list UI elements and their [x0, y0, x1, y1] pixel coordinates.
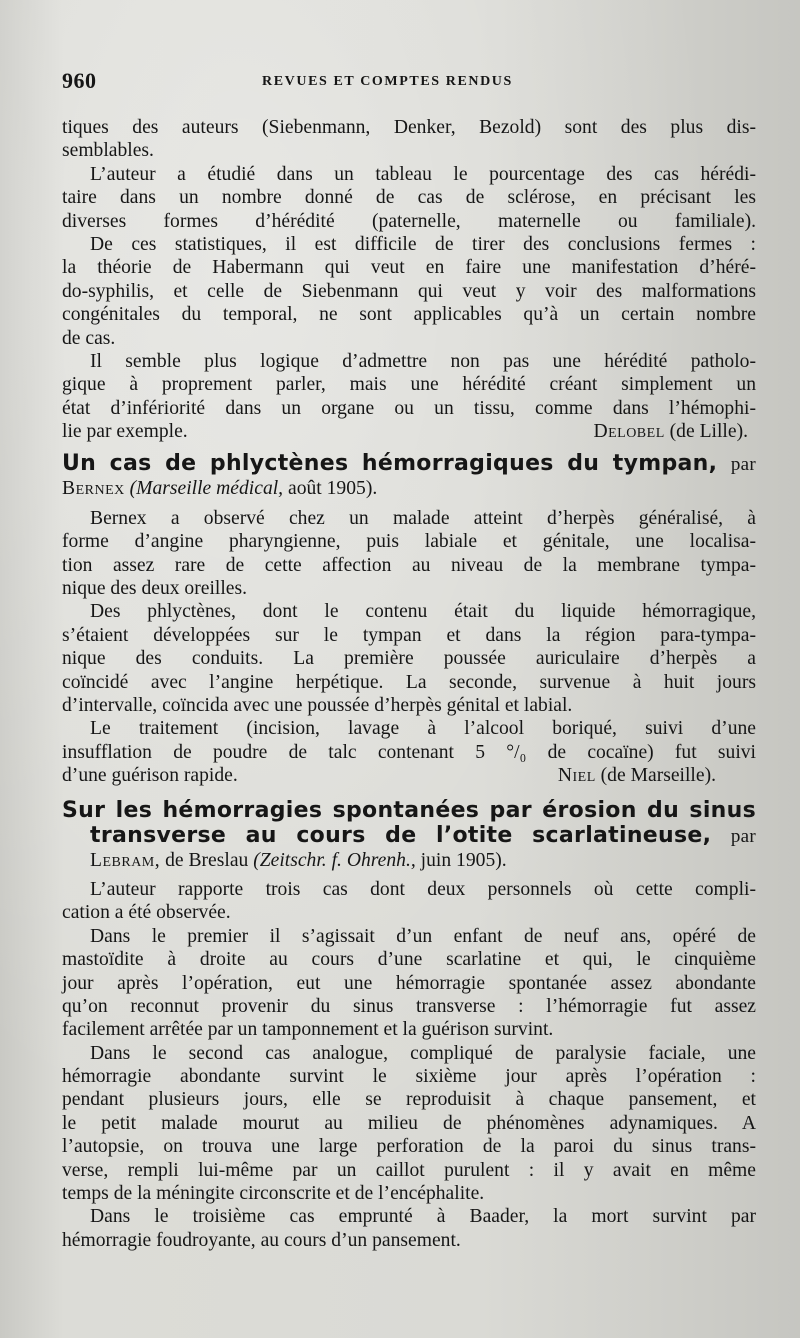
- text-line: Dans le premier il s’agissait d’un enfant de neuf ans, opéré de: [90, 925, 756, 947]
- text-line: l’autopsie, on trouva une large perforation de la paroi du sinus trans-: [62, 1136, 756, 1158]
- text-line: jour après l’opération, eut une hémorragie spontanée assez abondante: [62, 972, 756, 994]
- text-line: verse, rempli lui-même par un caillot purulent : il y avait en même: [62, 1159, 756, 1181]
- article-title-line-2: [62, 823, 756, 849]
- text-line: nique des conduits. La première poussée auriculaire d’herpès a: [62, 648, 756, 670]
- article-title-line-1: Sur les hémorragies spontanées par érosion du sinus: [62, 797, 756, 823]
- text-line: Des phlyctènes, dont le contenu était du liquide hémorragique,: [90, 601, 756, 623]
- signature-line: [62, 764, 756, 787]
- page-number: 960: [62, 68, 97, 93]
- article-title-tail: par: [730, 454, 756, 476]
- text-line: qu’on reconnut provenir du sinus transverse : l’hémorragie fut assez: [62, 995, 756, 1017]
- reference-author: Bernex: [62, 478, 125, 500]
- signature-name: Delobel: [593, 421, 665, 443]
- signature-name: Niel: [557, 765, 596, 787]
- signature-line: [62, 420, 756, 443]
- section-3: [62, 798, 756, 1253]
- text-line: do-syphilis, et celle de Siebenmann qui veut y voir des malformations: [62, 280, 756, 302]
- reference-source: (Marseille médical,: [129, 478, 284, 500]
- author-signature: [558, 764, 756, 787]
- text-line: semblables.: [62, 140, 154, 162]
- text-line: Il semble plus logique d’admettre non pas une hérédité patholo-: [90, 350, 756, 372]
- article-title-text: transverse au cours de l’otite scarlatineuse,: [90, 822, 712, 848]
- text-line: De ces statistiques, il est difficile de tirer des conclusions fermes :: [90, 233, 756, 255]
- section-1-text: [62, 116, 756, 443]
- reference-source: (Zeitschr. f. Ohrenh.,: [253, 849, 416, 871]
- text-line: Le traitement (incision, lavage à l’alcool boriqué, suivi d’une: [90, 718, 756, 740]
- text-line: pendant plusieurs jours, elle se reproduisit à chaque pansement, et: [62, 1089, 756, 1111]
- text-line: tiques des auteurs (Siebenmann, Denker, Bezold) sont des plus dis-: [62, 117, 756, 138]
- reference-author-rest: de Breslau: [165, 849, 249, 871]
- reference-date: août 1905).: [288, 478, 378, 500]
- section-2: [62, 451, 756, 787]
- text-line: facilement arrêtée par un tamponnement et la guérison survint.: [62, 1019, 554, 1041]
- page-body: [62, 116, 756, 1252]
- text-line: insufflation de poudre de talc contenant 5 °/₀ de cocaïne) fut suivi: [62, 741, 756, 763]
- text-line-end: d’une guérison rapide.: [62, 765, 238, 787]
- text-line: coïncidé avec l’angine herpétique. La seconde, survenue à huit jours: [62, 671, 756, 693]
- article-title: [62, 451, 756, 477]
- reference-date: juin 1905).: [420, 849, 507, 871]
- article-reference: [62, 849, 756, 872]
- text-line: de cas.: [62, 327, 116, 349]
- signature-place: (de Marseille).: [600, 765, 716, 787]
- text-line: le petit malade mourut au milieu de phénomènes adynamiques. A: [62, 1112, 756, 1134]
- text-line: Dans le second cas analogue, compliqué de paralysie faciale, une: [90, 1042, 756, 1064]
- text-line: Dans le troisième cas emprunté à Baader, la mort survint par: [90, 1206, 756, 1228]
- signature-place: (de Lille).: [669, 421, 748, 443]
- page-header: [62, 68, 752, 102]
- text-line: s’étaient développées sur le tympan et dans la région para-tympa-: [62, 624, 756, 646]
- text-line: nique des deux oreilles.: [62, 578, 248, 600]
- text-line: tion assez rare de cette affection au niveau de la membrane tympa-: [62, 554, 756, 576]
- text-line: diverses formes d’hérédité (paternelle, maternelle ou familiale).: [62, 210, 756, 232]
- text-line: gique à proprement parler, mais une hérédité créant simplement un: [62, 374, 756, 396]
- article-title-text: Un cas de phlyctènes hémorragiques du tympan,: [62, 451, 718, 477]
- text-line: état d’infériorité dans un organe ou un tissu, comme dans l’hémophi-: [62, 397, 756, 419]
- text-line: d’intervalle, coïncida avec une poussée d’herpès génital et labial.: [62, 694, 573, 716]
- text-line: mastoïdite à droite au cours d’une scarlatine et qui, le cinquième: [62, 949, 756, 971]
- text-line: congénitales du temporal, ne sont applicables qu’à un certain nombre: [62, 304, 756, 326]
- text-line: taire dans un nombre donné de cas de sclérose, en précisant les: [62, 187, 756, 209]
- reference-author: Lebram,: [90, 849, 161, 871]
- text-line: Bernex a observé chez un malade atteint d’herpès généralisé, à: [90, 507, 756, 529]
- running-title: REVUES ET COMPTES RENDUS: [262, 74, 513, 89]
- text-line: la théorie de Habermann qui veut en faire une manifestation d’héré-: [62, 257, 756, 279]
- text-line: L’auteur a étudié dans un tableau le pourcentage des cas hérédi-: [90, 163, 756, 185]
- text-line: hémorragie abondante survint le sixième jour après l’opération :: [62, 1066, 756, 1088]
- text-line: L’auteur rapporte trois cas dont deux personnels où cette compli-: [90, 878, 756, 900]
- author-signature: [593, 420, 756, 443]
- text-line: hémorragie foudroyante, au cours d’un pansement.: [62, 1229, 461, 1251]
- text-line: cation a été observée.: [62, 902, 231, 924]
- text-line: forme d’angine pharyngienne, puis labiale et génitale, une localisa-: [62, 531, 756, 553]
- text-line-end: lie par exemple.: [62, 421, 188, 443]
- article-reference: [62, 477, 756, 500]
- text-line: temps de la méningite circonscrite et de l’encéphalite.: [62, 1183, 485, 1205]
- article-title-tail: par: [730, 825, 757, 847]
